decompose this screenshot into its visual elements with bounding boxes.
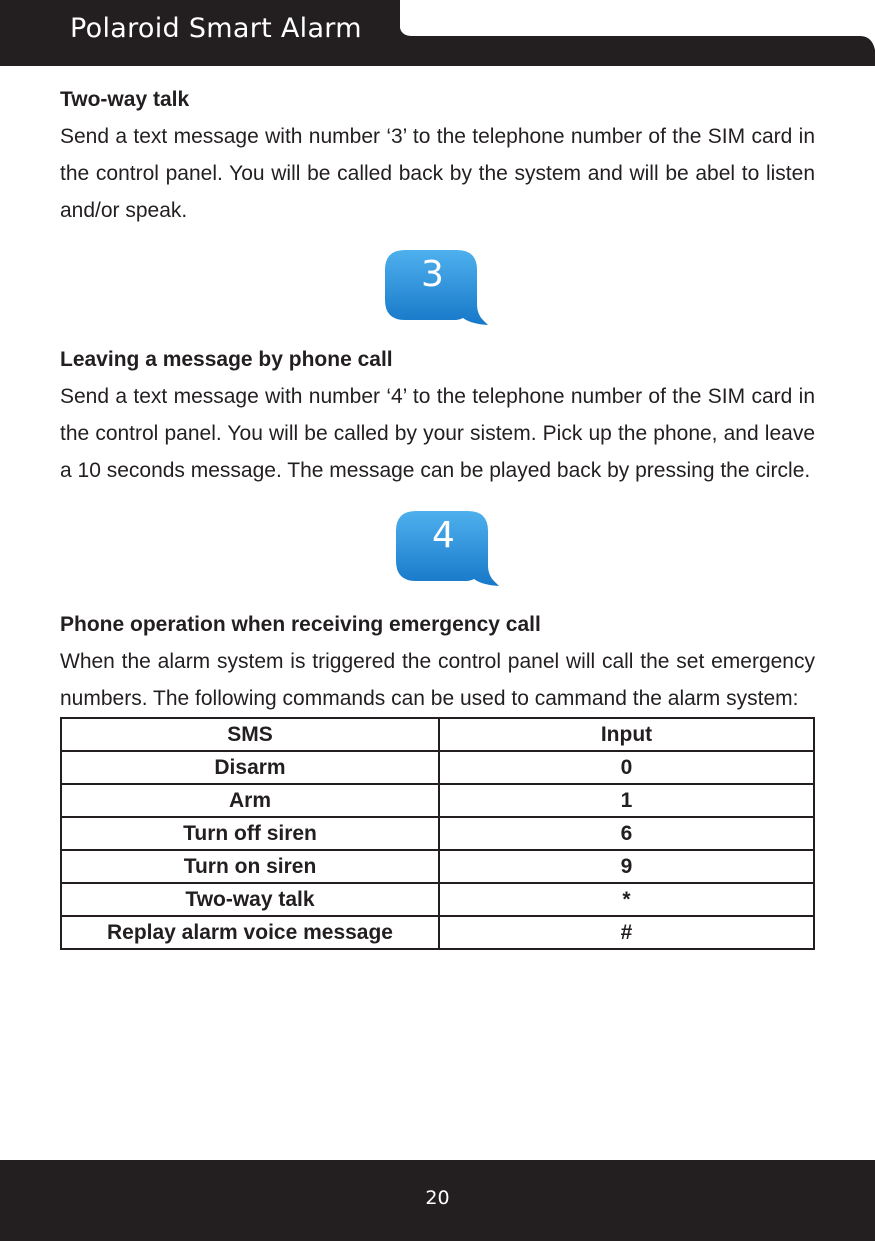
section-body: When the alarm system is triggered the control panel will call the set emergency numbers. The following commands can be used to cammand the alarm system: bbox=[60, 650, 815, 710]
page-number: 20 bbox=[425, 1187, 450, 1209]
table-cell-sms: Two-way talk bbox=[61, 883, 439, 916]
page-content bbox=[60, 84, 815, 950]
section-heading: Two-way talk bbox=[60, 88, 190, 111]
section-body: Send a text message with number ‘3’ to the telephone number of the SIM card in the control panel. You will be called back by the system and will be abel to listen and/or speak. bbox=[60, 125, 815, 222]
table-cell-sms: Arm bbox=[61, 784, 439, 817]
table-cell-sms: Turn on siren bbox=[61, 850, 439, 883]
speech-bubble-icon bbox=[385, 248, 489, 326]
bubble-row bbox=[60, 248, 815, 328]
command-table bbox=[60, 717, 815, 950]
table-header-cell: SMS bbox=[61, 718, 439, 751]
section-heading: Leaving a message by phone call bbox=[60, 348, 393, 371]
section-two-way-talk bbox=[60, 84, 815, 229]
page-footer bbox=[0, 1160, 875, 1241]
section-emergency-call bbox=[60, 609, 815, 717]
speech-bubble-icon bbox=[396, 509, 500, 587]
table-cell-sms: Disarm bbox=[61, 751, 439, 784]
bubble-number: 3 bbox=[421, 254, 444, 295]
bubble-row bbox=[60, 509, 815, 589]
page-header bbox=[0, 0, 875, 66]
table-cell-input: 6 bbox=[439, 817, 814, 850]
table-cell-input: 1 bbox=[439, 784, 814, 817]
table-row bbox=[61, 751, 814, 784]
table-cell-input: 0 bbox=[439, 751, 814, 784]
section-leave-message bbox=[60, 344, 815, 489]
table-row bbox=[61, 916, 814, 949]
section-body: Send a text message with number ‘4’ to the telephone number of the SIM card in the control panel. You will be called by your sistem. Pick up the phone, and leave a 10 seconds message. The message can be played back by pressing the circle. bbox=[60, 385, 815, 482]
table-cell-input: * bbox=[439, 883, 814, 916]
table-cell-input: # bbox=[439, 916, 814, 949]
table-row bbox=[61, 883, 814, 916]
table-row bbox=[61, 784, 814, 817]
table-header-cell: Input bbox=[439, 718, 814, 751]
bubble-number: 4 bbox=[432, 515, 455, 556]
table-header-row bbox=[61, 718, 814, 751]
section-heading: Phone operation when receiving emergency call bbox=[60, 613, 541, 636]
header-title: Polaroid Smart Alarm bbox=[70, 13, 362, 44]
table-cell-sms: Turn off siren bbox=[61, 817, 439, 850]
table-cell-sms: Replay alarm voice message bbox=[61, 916, 439, 949]
table-row bbox=[61, 850, 814, 883]
table-row bbox=[61, 817, 814, 850]
table-cell-input: 9 bbox=[439, 850, 814, 883]
